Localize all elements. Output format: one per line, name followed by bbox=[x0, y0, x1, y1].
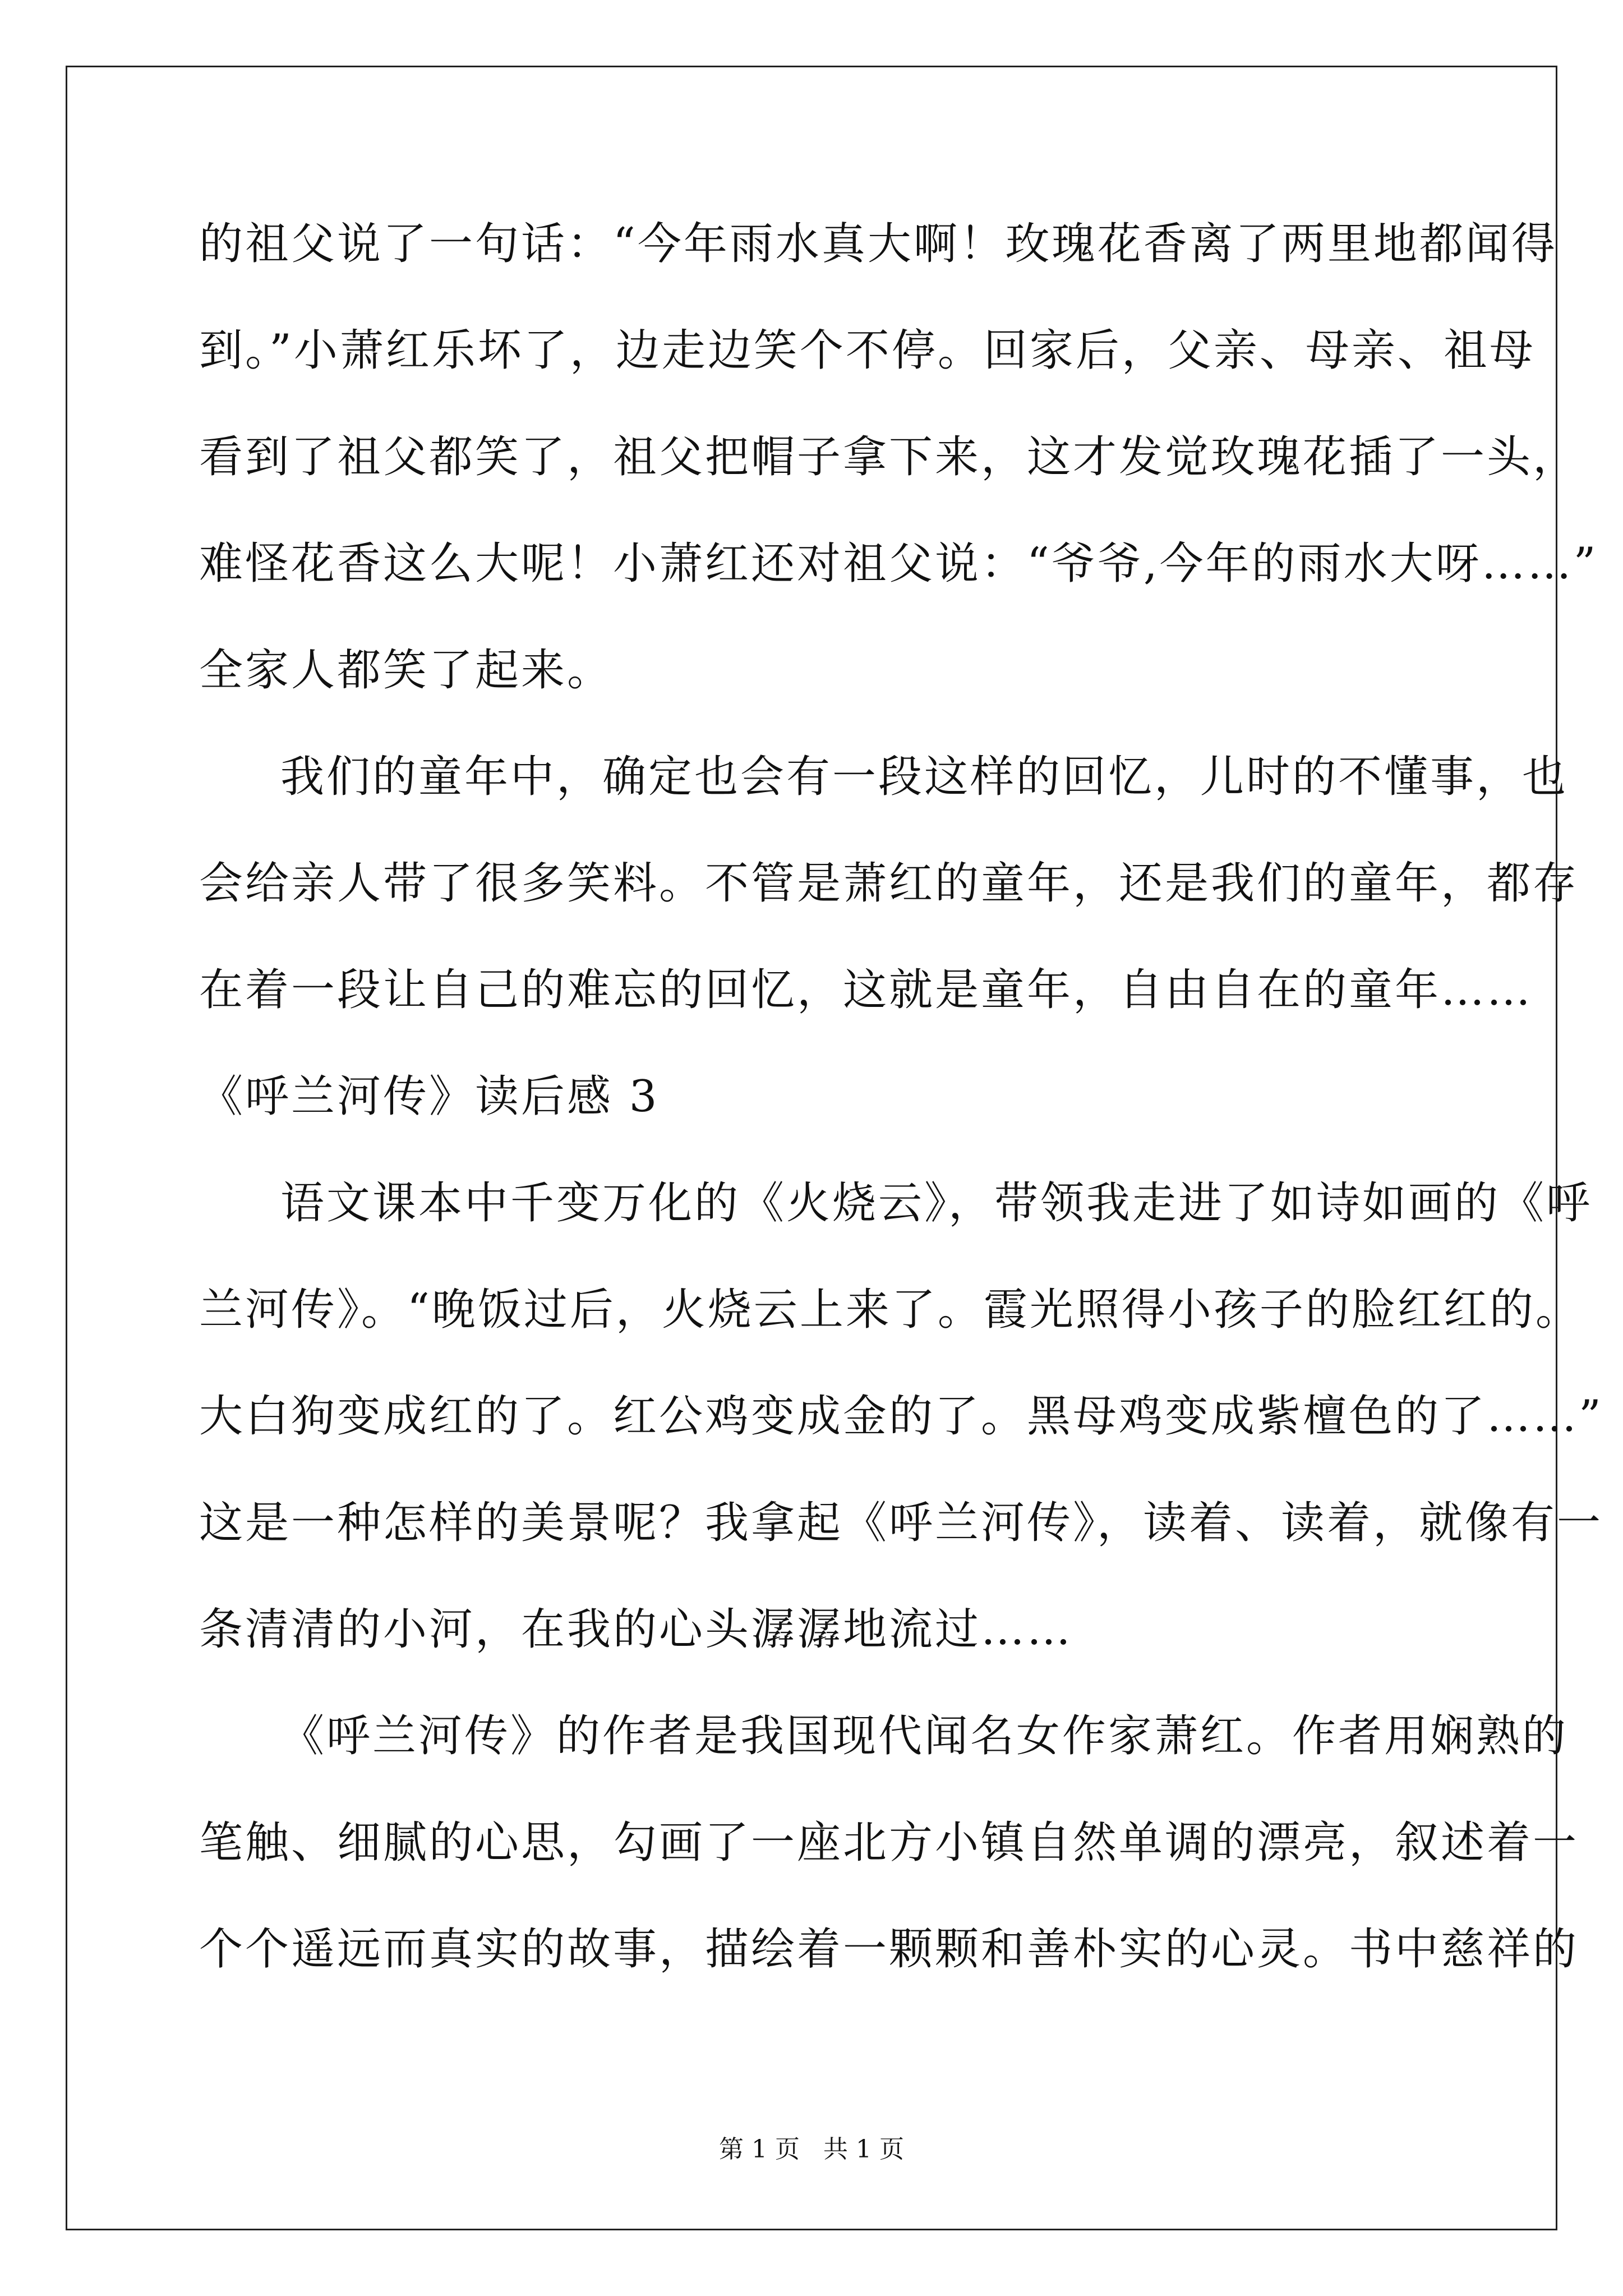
text-line: 到。”小萧红乐坏了，边走边笑个不停。回家后，父亲、母亲、祖母 bbox=[199, 325, 1536, 376]
text-line: 兰河传》。“晚饭过后，火烧云上来了。霞光照得小孩子的脸红红的。 bbox=[199, 1285, 1581, 1335]
text-line: 的祖父说了一句话：“今年雨水真大啊！玫瑰花香离了两里地都闻得 bbox=[199, 219, 1557, 269]
text-line: 这是一种怎样的美景呢？我拿起《呼兰河传》，读着、读着，就像有一 bbox=[199, 1498, 1603, 1548]
section-heading: 《呼兰河传》读后感 3 bbox=[199, 1071, 660, 1122]
page-footer: 第 1 页 共 1 页 bbox=[719, 2135, 904, 2164]
text-line: 看到了祖父都笑了，祖父把帽子拿下来，这才发觉玫瑰花插了一头， bbox=[199, 432, 1579, 482]
document-body bbox=[199, 210, 1603, 2022]
text-line: 难怪花香这么大呢！小萧红还对祖父说：“爷爷,今年的雨水大呀……” bbox=[199, 539, 1598, 589]
text-line: 大白狗变成红的了。红公鸡变成金的了。黑母鸡变成紫檀色的了……” bbox=[199, 1391, 1603, 1442]
text-line: 条清清的小河，在我的心头潺潺地流过…… bbox=[199, 1604, 1073, 1655]
paragraph-start-line: 《呼兰河传》的作者是我国现代闻名女作家萧红。作者用娴熟的 bbox=[280, 1711, 1569, 1761]
text-line: 在着一段让自己的难忘的回忆，这就是童年，自由自在的童年…… bbox=[199, 965, 1533, 1015]
text-line: 笔触、细腻的心思，勾画了一座北方小镇自然单调的漂亮，叙述着一 bbox=[199, 1818, 1579, 1868]
text-line: 全家人都笑了起来。 bbox=[199, 645, 614, 696]
paragraph-start-line: 我们的童年中，确定也会有一段这样的回忆，儿时的不懂事，也 bbox=[280, 752, 1569, 802]
text-line: 个个遥远而真实的故事，描绘着一颗颗和善朴实的心灵。书中慈祥的 bbox=[199, 1924, 1579, 1975]
paragraph-start-line: 语文课本中千变万化的《火烧云》，带领我走进了如诗如画的《呼 bbox=[280, 1178, 1593, 1228]
text-line: 会给亲人带了很多笑料。不管是萧红的童年，还是我们的童年，都存 bbox=[199, 858, 1579, 909]
